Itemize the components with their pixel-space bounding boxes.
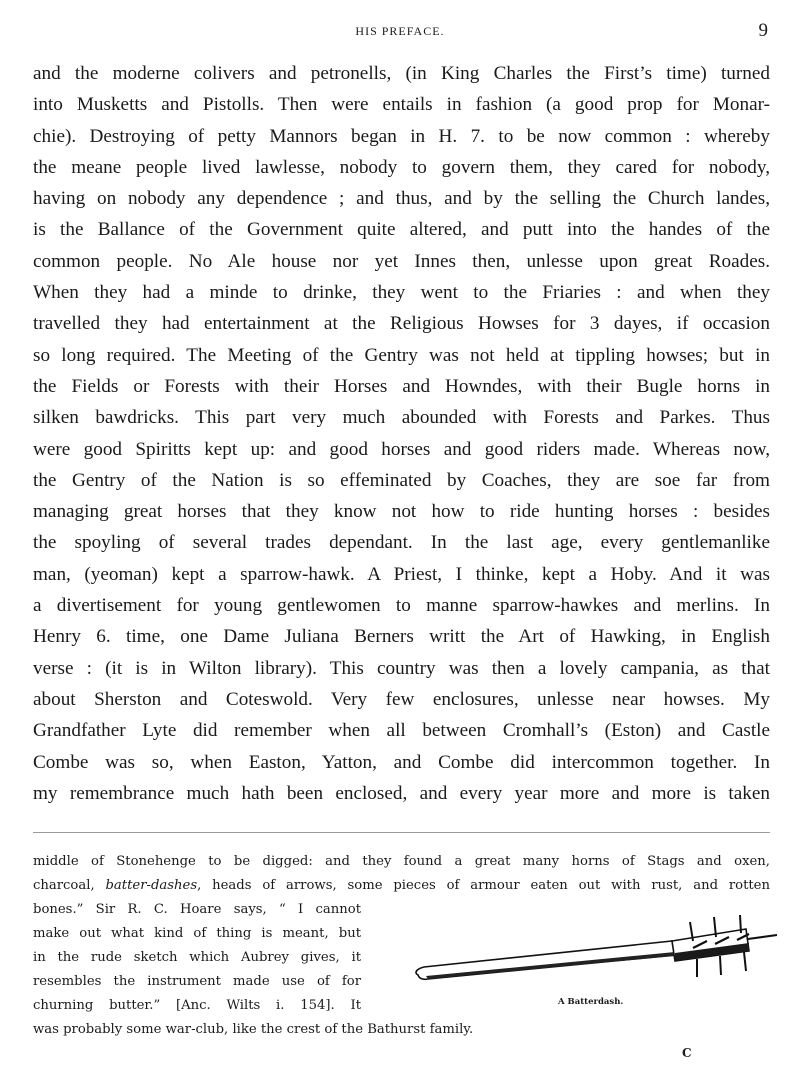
batterdash-figure <box>410 915 780 1025</box>
page-number: 9 <box>758 20 768 41</box>
text-line: were good Spiritts kept up: and good horses and good riders made. Whereas now, <box>33 438 770 460</box>
figure-caption: A Batterdash. <box>558 997 624 1007</box>
footnote-line: bones.” Sir R. C. Hoare says, “ I cannot <box>33 902 361 917</box>
footnote-line: churning butter.” [Anc. Wilts i. 154]. It <box>33 998 361 1013</box>
text-line: Grandfather Lyte did remember when all between Cromhall’s (Eston) and Castle <box>33 720 770 742</box>
footnote-line: was probably some war-club, like the crest of the Bathurst family. <box>33 1022 474 1037</box>
footnote-line: resembles the instrument made use of for <box>33 974 361 989</box>
text-line: the Fields or Forests with their Horses and Howndes, with their Bugle horns in <box>33 375 770 397</box>
footnote-text: charcoal, <box>33 878 106 893</box>
text-line: a divertisement for young gentlewomen to manne sparrow-hawkes and merlins. In <box>33 595 770 617</box>
main-text <box>33 58 770 809</box>
running-title: HIS PREFACE. <box>355 24 445 38</box>
text-line: travelled they had entertainment at the Religious Howses for 3 dayes, if occasion <box>33 313 770 335</box>
footnote-line <box>33 874 770 898</box>
text-line: is the Ballance of the Government quite altered, and putt into the handes of the <box>33 219 770 241</box>
text-line: the Gentry of the Nation is so effeminated by Coaches, they are soe far from <box>33 469 770 491</box>
text-line: the meane people lived lawlesse, nobody to govern them, they cared for nobody, <box>33 156 770 178</box>
text-line: managing great horses that they know not how to ride hunting horses : besides <box>33 501 770 523</box>
text-line: into Musketts and Pistolls. Then were entails in fashion (a good prop for Monar- <box>33 94 770 116</box>
text-line: Combe was so, when Easton, Yatton, and Combe did intercommon together. In <box>33 751 770 773</box>
text-line: having on nobody any dependence ; and thus, and by the selling the Church landes, <box>33 188 770 210</box>
italic-term: batter-dashes <box>105 878 198 893</box>
signature-mark: C <box>682 1046 692 1060</box>
text-line: the spoyling of several trades dependant. In the last age, every gentlemanlike <box>33 532 770 554</box>
text-line: When they had a minde to drinke, they went to the Friaries : and when they <box>33 282 770 304</box>
text-line: my remembrance much hath been enclosed, and every year more and more is taken <box>33 782 770 804</box>
text-line: so long required. The Meeting of the Gentry was not held at tippling howses; but in <box>33 344 770 366</box>
text-line: chie). Destroying of petty Mannors began in H. 7. to be now common : whereby <box>33 125 770 147</box>
text-line: common people. No Ale house nor yet Innes then, unlesse upon great Roades. <box>33 250 770 272</box>
text-line: about Sherston and Coteswold. Very few enclosures, unlesse near howses. My <box>33 688 770 710</box>
text-line: verse : (it is in Wilton library). This country was then a lovely campania, as that <box>33 657 770 679</box>
text-line: and the moderne colivers and petronells, (in King Charles the First’s time) turned <box>33 63 770 84</box>
footnote-line: in the rude sketch which Aubrey gives, it <box>33 950 361 965</box>
text-line: man, (yeoman) kept a sparrow-hawk. A Priest, I thinke, kept a Hoby. And it was <box>33 563 770 585</box>
footnote-text: , heads of arrows, some pieces of armour eaten out with rust, and rotten <box>197 878 770 893</box>
footnote-divider <box>33 832 770 833</box>
text-line: silken bawdricks. This part very much abounded with Forests and Parkes. Thus <box>33 407 770 429</box>
footnote-line: middle of Stonehenge to be digged: and they found a great many horns of Stags and oxen, <box>33 854 770 869</box>
batterdash-club-icon <box>410 915 780 995</box>
text-line: Henry 6. time, one Dame Juliana Berners writt the Art of Hawking, in English <box>33 626 770 648</box>
running-head <box>0 22 800 42</box>
footnote-line: make out what kind of thing is meant, but <box>33 926 361 941</box>
